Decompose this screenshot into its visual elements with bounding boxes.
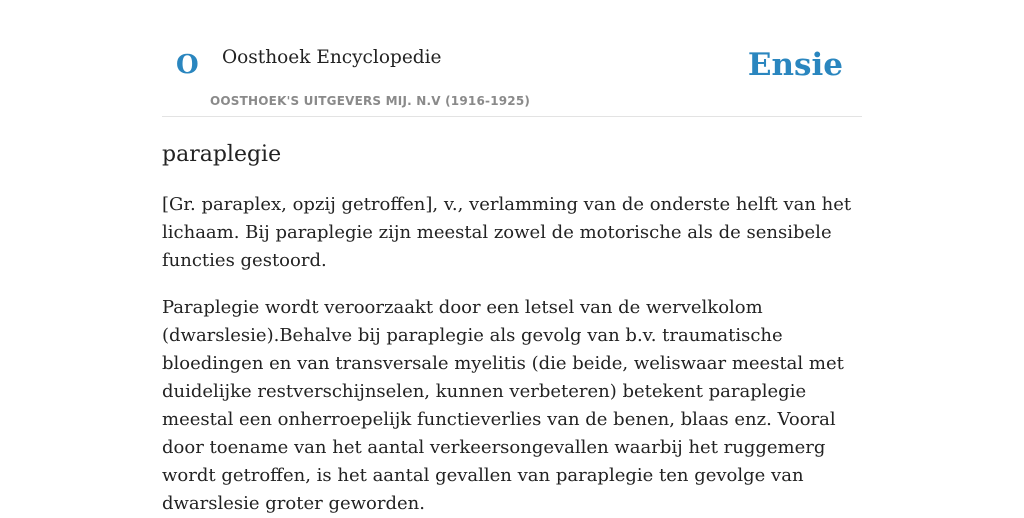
publisher-label: OOSTHOEK'S UITGEVERS MIJ. N.V (1916-1925): [210, 94, 531, 108]
source-title-link[interactable]: Oosthoek Encyclopedie: [222, 47, 442, 68]
page-container: [162, 0, 862, 518]
entry-title: paraplegie: [162, 142, 282, 167]
ensie-logo-link[interactable]: Ensie: [747, 47, 843, 83]
site-header: [162, 0, 862, 117]
entry-paragraph-2: Paraplegie wordt veroorzaakt door een letsel van de wervelkolom (dwarslesie).Behalve bij paraplegie als gevolg van b.v. traumatische bloedingen en van transversale myelitis (die beide, weliswaar meestal met duidelijke restverschijnselen, kunnen verbeteren) betekent paraplegie meestal een onherroepelijk functieverlies van de benen, blaas enz. Vooral door toename van het aantal verkeersongevallen waarbij het ruggemerg wordt getroffen, is het aantal gevallen van paraplegie ten gevolge van dwarslesie groter geworden.: [162, 297, 844, 514]
entry-paragraph-1: [Gr. paraplex, opzij getroffen], v., verlamming van de onderste helft van het lichaam. Bij paraplegie zijn meestal zowel de motorische als de sensibele functies gestoord.: [162, 194, 852, 271]
source-logo[interactable]: O: [176, 50, 199, 80]
